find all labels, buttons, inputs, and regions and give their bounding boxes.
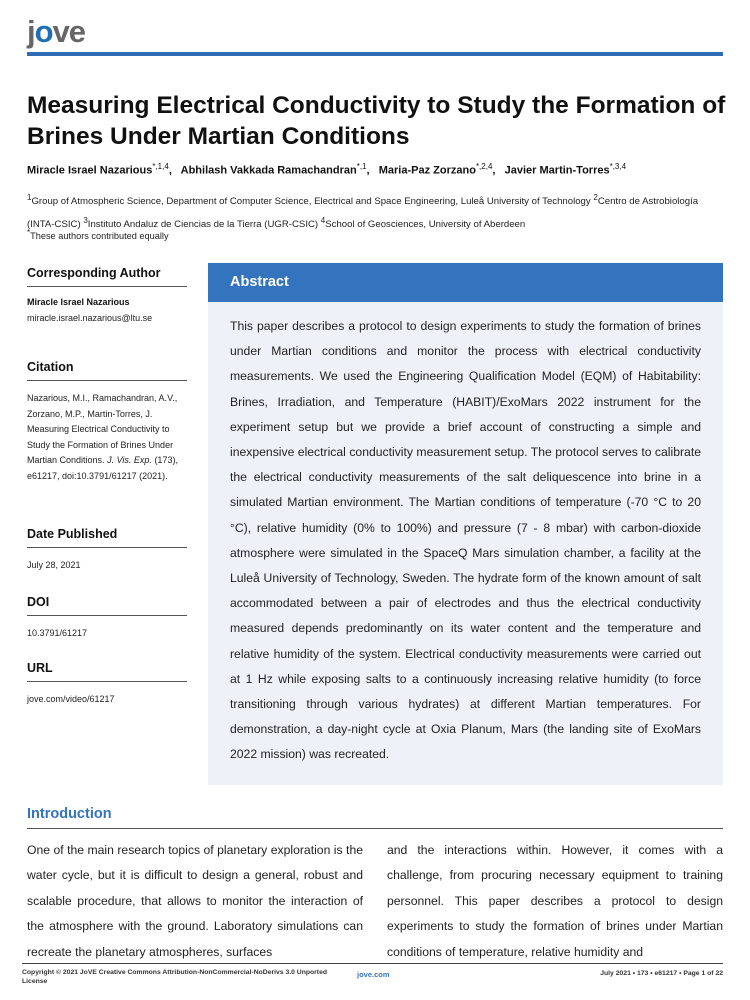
corresponding-author-heading: Corresponding Author [27,266,187,287]
jove-logo [27,16,85,48]
corresponding-author-email[interactable]: miracle.israel.nazarious@ltu.se [27,313,153,323]
introduction-rule [27,828,723,829]
asterisk-mark: * [27,228,31,237]
author-affil-marks: *,1 [356,162,367,171]
affil-text: School of Geosciences, University of Aberdeen [325,219,526,231]
footer-page-info: July 2021 • 173 • e61217 • Page 1 of 22 [600,970,723,977]
citation-heading: Citation [27,360,187,381]
introduction-column-right: and the interactions within. However, it comes with a challenge, from procuring necessary equipment to training personnel. This paper describes a protocol to design experiments to study the formation of brines under Martian conditions of temperature, relative humidity and [387,843,723,959]
footer-copyright: Copyright © 2021 JoVE Creative Commons Attribution-NonCommercial-NoDerivs 3.0 Unported License [22,969,328,985]
corresponding-author-section [27,266,187,327]
abstract-text: This paper describes a protocol to design experiments to study the formation of brines under Martian conditions and monitor the process with electrical conductivity measurements. We used the Engineering Qualification Model (EQM) of Habitability: Brines, Irradiation, and Temperature (HABIT)/ExoMars 2022 instrument for the experiment setup but we provide a brief account of constructing a simple and inexpensive electrical conductivity measurement setup. The protocol serves to calibrate the electrical conductivity measurements of the salt deliquescence into brine in a simulated Martian environment. The Martian conditions of temperature (-70 °C to 20 °C), relative humidity (0% to 100%) and pressure (7 - 8 mbar) with carbon-dioxide atmosphere were simulated in the SpaceQ Mars simulation chamber, a facility at the Luleå University of Technology, Sweden. The hydrate form of the known amount of salt accommodated between a pair of electrodes and thus the electrical conductivity measured depends predominantly on its water content and the temperature and relative humidity of the system. Electrical conductivity measurements were carried out at 1 Hz while exposing salts to a continuously increasing relative humidity (to force transitioning through various hydrates) at different Martian temperatures. For demonstration, a day-night cycle at Oxia Planum, Mars (the landing site of ExoMars 2022 mission) was recreated. [230,319,701,762]
footer-rule [22,963,723,964]
author-affil-marks: *,1,4 [152,162,169,171]
equal-note-text: These authors contributed equally [30,231,169,242]
doi-section [27,595,187,642]
affil-text: Centro de Astrobiología (INTA-CSIC) [27,196,699,231]
introduction-heading: Introduction [27,806,112,822]
author-name: Maria-Paz Zorzano [378,164,476,177]
author-affil-marks: *,2,4 [475,162,493,171]
date-published-heading: Date Published [27,527,187,548]
url-heading: URL [27,661,187,682]
citation-section [27,360,187,484]
affil-number: 3 [83,216,88,226]
author-name: Javier Martin-Torres [504,164,610,177]
affil-text: Group of Atmospheric Science, Department of Computer Science, Electrical and Space Engineering, Luleå University of Technology [31,196,591,208]
corresponding-author-name: Miracle Israel Nazarious [27,297,130,307]
author-name: Abhilash Vakkada Ramachandran [180,164,357,177]
abstract-heading: Abstract [208,263,723,302]
introduction-column-left: One of the main research topics of planetary exploration is the water cycle, but it is difficult to design a general, robust and scalable procedure, that allows to monitor the interaction of the atmosphere with the ground. Laboratory simulations can recreate the planetary atmospheres, surfaces [27,843,363,959]
paper-title: Measuring Electrical Conductivity to Study the Formation of Brines Under Martian Conditions [27,92,726,150]
doi-heading: DOI [27,595,187,616]
footer-site-link[interactable]: jove.com [357,970,390,979]
logo-letter-o: o [34,14,53,49]
affil-text: Instituto Andaluz de Ciencias de la Tierra (UGR-CSIC) [87,219,319,231]
citation-text [27,391,187,484]
citation-tail: (173), e61217, doi:10.3791/61217 (2021). [27,455,178,481]
logo-letter-j: j [27,14,35,49]
url-section [27,661,187,708]
author-list: Miracle Israel Nazarious$^{*,1,4}$, Abhilash Vakkada Ramachandran$^{*,1}$, Maria-Paz Zorzano$^{*,2,4}$, Javier Martin-Torres$^{*,3,4}$ [27,162,627,177]
affil-number: 2 [593,193,598,202]
affil-number: 4 [320,216,326,226]
affil-number: 1 [27,193,32,202]
date-published-section [27,527,187,574]
abstract-box [208,263,723,785]
url-value[interactable]: jove.com/video/61217 [27,694,115,704]
equal-contribution-note [27,228,169,241]
citation-body: Nazarious, M.I., Ramachandran, A.V., Zorzano, M.P., Martin-Torres, J. Measuring Electrical Conductivity to Study the Formation of Brines Under Martian Conditions. [27,393,178,465]
date-published-value: July 28, 2021 [27,560,81,570]
header-rule [27,52,723,56]
author-affil-marks: *,3,4 [609,162,627,171]
author-name: Miracle Israel Nazarious [27,164,153,177]
doi-value[interactable]: 10.3791/61217 [27,628,88,638]
logo-letters-ve: ve [52,14,86,49]
citation-journal: J. Vis. Exp. [107,455,152,465]
